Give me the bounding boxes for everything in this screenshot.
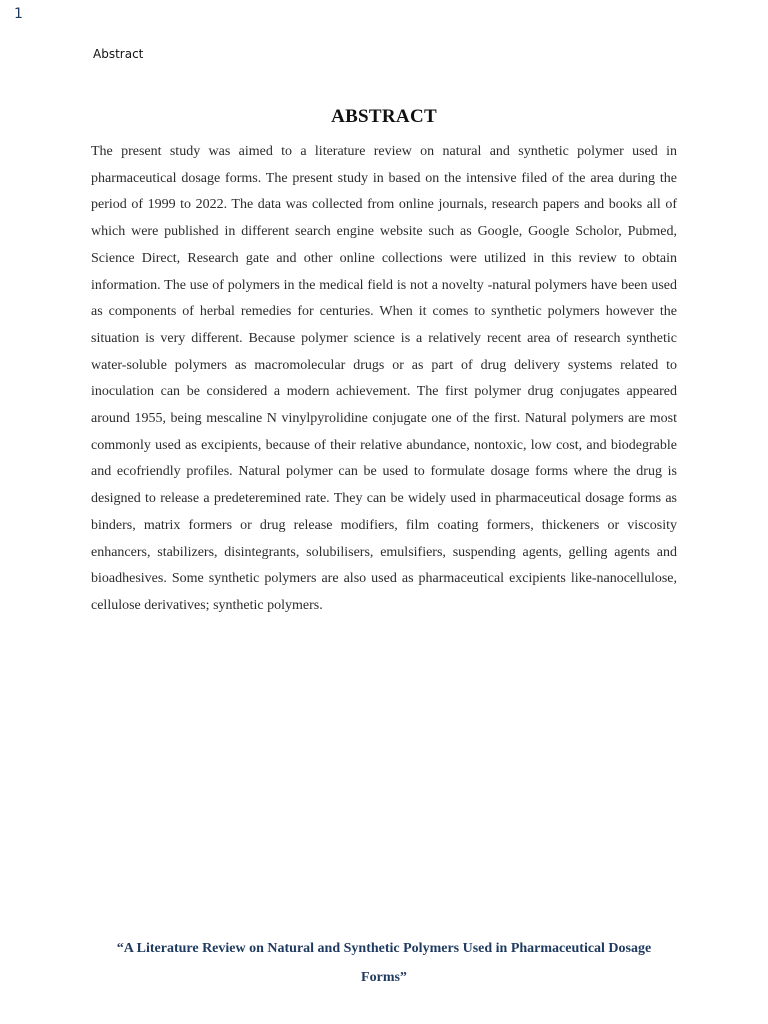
abstract-body: The present study was aimed to a literature review on natural and synthetic polymer used in pharmaceutical dosage forms. The present study in based on the intensive filed of the area during the period of 1999 to 2022. The data was collected from online journals, research papers and books all of which were published in different search engine website such as Google, Google Scholor, Pubmed, Science Direct, Research gate and other online collections were utilized in this review to obtain information. The use of polymers in the medical field is not a novelty -natural polymers have been used as components of herbal remedies for centuries. When it comes to synthetic polymers however the situation is very different. Because polymer science is a relatively recent area of research synthetic water-soluble polymers as macromolecular drugs or as part of drug delivery systems related to inoculation can be considered a modern achievement. The first polymer drug conjugates appeared around 1955, being mescaline N vinylpyrolidine conjugate one of the first. Natural polymers are most commonly used as excipients, because of their relative abundance, nontoxic, low cost, and biodegrable and ecofriendly profiles. Natural polymer can be used to formulate dosage forms where the drug is designed to release a predeteremined rate. They can be widely used in pharmaceutical dosage forms as binders, matrix formers or drug release modifiers, film coating formers, thickeners or viscosity enhancers, stabilizers, disintegrants, solubilisers, emulsifiers, suspending agents, gelling agents and bioadhesives. Some synthetic polymers are also used as pharmaceutical excipients like-nanocellulose, cellulose derivatives; synthetic polymers. [91,144,677,613]
running-header: Abstract [93,47,144,61]
abstract-heading: ABSTRACT [331,105,437,127]
footer-title: “A Literature Review on Natural and Synthetic Polymers Used in Pharmaceutical Dosage Forms” [116,941,652,985]
page-number: 1 [14,6,23,22]
